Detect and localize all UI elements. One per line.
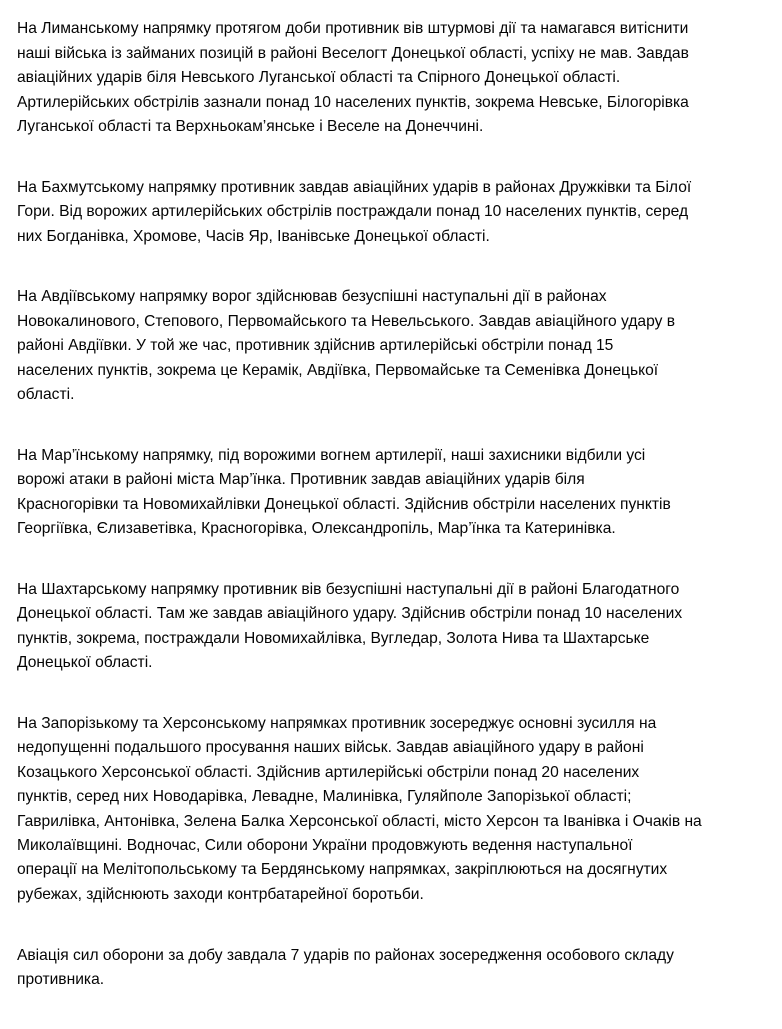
post-text xyxy=(17,0,774,1029)
paragraph-bakhmut-direction: На Бахмутському напрямку противник завдав авіаційних ударів в районах Дружківки та Білої Гори. Від ворожих артилерійських обстрілів постраждали понад 10 населених пунктів, серед них Богданівка, Хромове, Часів Яр, Іванівське Донецької області. xyxy=(17,178,692,245)
paragraph-zaporizhzhia-kherson-directions: На Запорізькому та Херсонському напрямках противник зосереджує основні зусилля на недопущенні подальшого просування наших військ. Завдав авіаційного удару в районі Козацького Херсонської області. Здійснив артилерійські обстріли понад 20 населених пунктів, серед них Новодарівка, Левадне, Малинівка, Гуляйполе Запорізької області; Гаврилівка, Антонівка, Зелена Балка Херсонської області, місто Херсон та Іванівка і Очаків на Миколаївщині. Водночас, Сили оборони України продовжують ведення наступальної операції на Мелітопольському та Бердянському напрямках, закріплюються на досягнутих рубежах, здійснюють заходи контрбатарейної боротьби. xyxy=(17,714,702,903)
paragraph-avdiivka-direction: На Авдіївському напрямку ворог здійснював безуспішні наступальні дії в районах Новокалинового, Степового, Первомайського та Невельського. Завдав авіаційного удару в районі Авдіївки. У той же час, противник здійснив артилерійські обстріли понад 15 населених пунктів, зокрема це Керамік, Авдіївка, Первомайське та Семенівка Донецької області. xyxy=(17,288,676,404)
paragraph-shakhtarske-direction: На Шахтарському напрямку противник вів безуспішні наступальні дії в районі Благодатного Донецької області. Там же завдав авіаційного удару. Здійснив обстріли понад 10 населених пунктів, зокрема, постраждали Новомихайлівка, Вугледар, Золота Нива та Шахтарське Донецької області. xyxy=(17,580,683,672)
paragraph-aviation-strikes: Авіація сил оборони за добу завдала 7 ударів по районах зосередження особового складу противника. xyxy=(17,946,674,989)
paragraph-lyman-direction: На Лиманському напрямку протягом доби противник вів штурмові дії та намагався витіснити наші війська із займаних позицій в районі Веселогт Донецької області, успіху не мав. Завдав авіаційних ударів біля Невського Луганської області та Спірного Донецької області. Артилерійських обстрілів зазнали понад 10 населених пунктів, зокрема Невське, Білогорівка Луганської області та Верхньокам’янське і Веселе на Донеччині. xyxy=(17,20,689,136)
paragraph-marinka-direction: На Мар’їнському напрямку, під ворожими вогнем артилерії, наші захисники відбили усі ворожі атаки в районі міста Мар’їнка. Противник завдав авіаційних ударів біля Красногорівки та Новомихайлівки Донецької області. Здійснив обстріли населених пунктів Георгіївка, Єлизаветівка, Красногорівка, Олександропіль, Мар’їнка та Катеринівка. xyxy=(17,446,671,538)
